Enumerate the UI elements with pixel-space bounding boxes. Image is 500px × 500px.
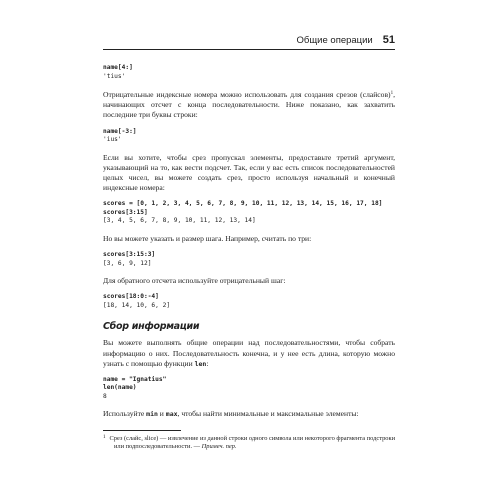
code-input: scores = [0, 1, 2, 3, 4, 5, 6, 7, 8, 9, 10, 11, 12, 13, 14, 15, 16, 17, 18] xyxy=(103,200,383,208)
code-input: scores[3:15:3] xyxy=(103,251,156,259)
inline-code: max xyxy=(165,410,178,419)
code-block-4 xyxy=(103,251,395,268)
inline-code: min xyxy=(146,410,158,419)
page-number: 51 xyxy=(382,34,395,46)
code-input: name[4:] xyxy=(103,64,133,71)
code-block-1 xyxy=(103,64,395,81)
book-page xyxy=(103,32,395,451)
inline-code: len xyxy=(194,359,207,368)
paragraph-step-argument: Если вы хотите, чтобы срез пропускал элементы, предоставьте третий аргумент, указывающий на то, как вести подсчет. Так, если у вас есть список последовательностей целых чисел, вы можете создать срез, просто используя начальный и конечный индексные номера: xyxy=(103,152,395,193)
code-block-5 xyxy=(103,293,395,310)
code-input: scores[18:0:-4] xyxy=(103,293,159,301)
code-output: 'tius' xyxy=(103,72,126,80)
code-input: scores[3:15] xyxy=(103,208,148,216)
footnote: $^1$ Срез (слайс, slice) — извлечение из данной строки одного символа или некоторого фрагмента подстроки или подпоследовательности. — Примеч. пер. xyxy=(103,434,395,451)
code-block-2 xyxy=(103,128,395,145)
code-output: [18, 14, 10, 6, 2] xyxy=(103,301,171,309)
code-input: name[-3:] xyxy=(103,127,137,135)
code-output: [3, 4, 5, 6, 7, 8, 9, 10, 11, 12, 13, 14] xyxy=(103,217,256,225)
code-output: [3, 6, 9, 12] xyxy=(103,259,152,267)
paragraph-collect-info: Вы можете выполнять общие операции над последовательностями, чтобы собрать информацию о них. Последовательность конечна, и у нее есть длина, которую можно узнать с помощью функции len: xyxy=(103,338,395,368)
footnote-ref: 1 xyxy=(390,91,394,96)
code-block-3 xyxy=(103,200,395,226)
running-header-title: Общие операции xyxy=(296,34,373,46)
paragraph-negative-step: Для обратного отсчета используйте отрицательный шаг: xyxy=(103,276,286,286)
header-rule xyxy=(103,49,395,50)
section-heading: Сбор информации xyxy=(103,321,200,333)
code-input: len(name) xyxy=(103,384,137,392)
paragraph-negative-index: Отрицательные индексные номера можно использовать для создания срезов (слайсов)$^1$, начинающих отсчет с конца последовательности. Ниже показано, как захватить последние три буквы строки: xyxy=(103,90,395,120)
page-body xyxy=(103,64,395,451)
code-block-6 xyxy=(103,376,395,402)
code-input: name = "Ignatius" xyxy=(103,375,167,383)
footnote-marker: 1 xyxy=(103,434,106,440)
code-output: 'ius' xyxy=(103,136,122,144)
code-output: 8 xyxy=(103,392,107,400)
running-header xyxy=(103,32,395,48)
footnote-rule xyxy=(103,430,181,431)
paragraph-step-size: Но вы можете указать и размер шага. Например, считать по три: xyxy=(103,233,312,243)
paragraph-min-max: Используйте min и max, чтобы найти минимальные и максимальные элементы: xyxy=(103,409,359,419)
footnote-credit: Примеч. пер. xyxy=(201,443,237,451)
